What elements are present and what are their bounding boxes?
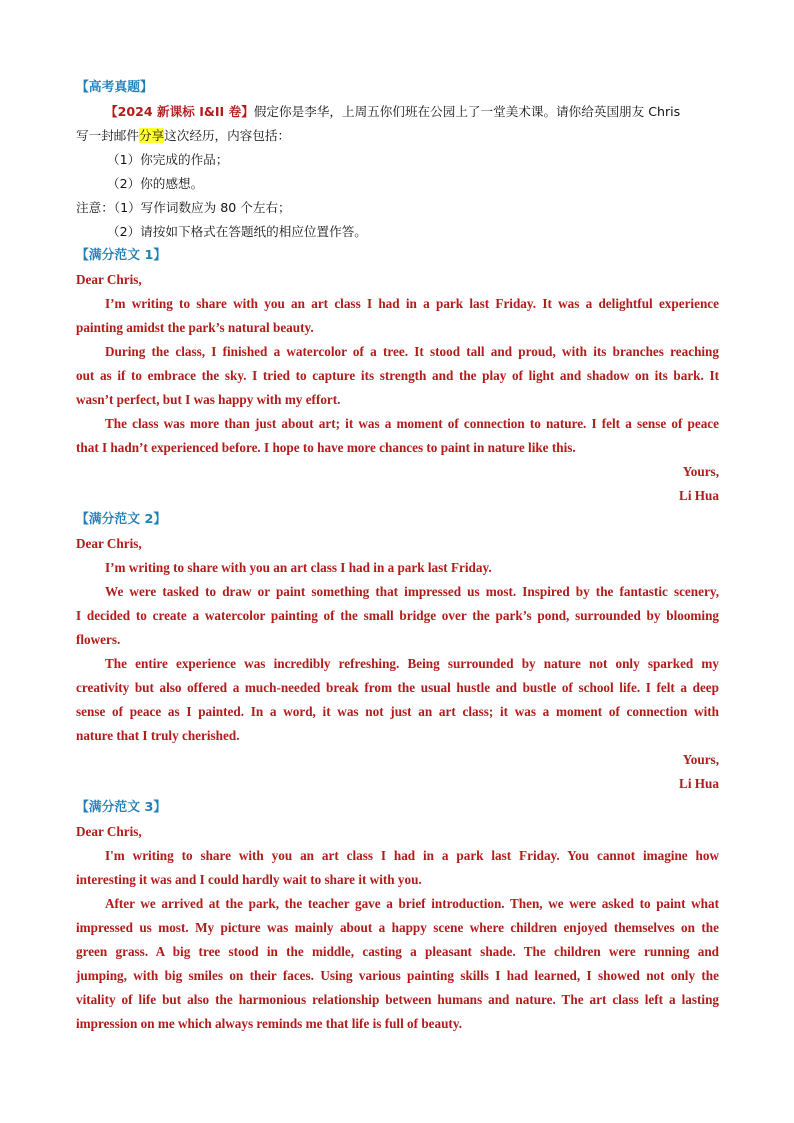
sample-3-p2-line-3: green grass. A big tree stood in the middle, casting a pleasant shade. The children were running and <box>76 944 719 959</box>
sample-2-p2-line-2: I decided to create a watercolor painting of the small bridge over the park’s pond, surrounded by blooming <box>76 608 719 623</box>
sample-1-p1-line-1: I’m writing to share with you an art class I had in a park last Friday. It was a delightful experience <box>105 296 719 311</box>
sample-2-closing: Yours, <box>682 752 719 767</box>
sample-1-p3-line-1: The class was more than just about art; it was a moment of connection to nature. I felt a sense of peace <box>105 416 719 431</box>
document-page <box>76 76 719 1036</box>
prompt-note-1: 注意：（1）写作词数应为 80 个左右； <box>76 200 291 215</box>
section-heading-exam: 【高考真题】 <box>76 80 153 95</box>
sample-2-p3-line-3: sense of peace as I painted. In a word, it was not just an art class; it was a moment of connection with <box>76 704 719 719</box>
section-heading-sample-3: 【满分范文 3】 <box>76 800 167 815</box>
sample-3-p2-line-1: After we arrived at the park, the teacher gave a brief introduction. Then, we were asked to paint what <box>105 896 719 911</box>
sample-2-p3-line-1: The entire experience was incredibly refreshing. Being surrounded by nature not only sparked my <box>105 656 719 671</box>
sample-1-p2-line-1: During the class, I finished a watercolor of a tree. It stood tall and proud, with its branches reaching <box>105 344 719 359</box>
prompt-line-1 <box>76 100 719 124</box>
sample-2-p3-line-4: nature that I truly cherished. <box>76 728 240 743</box>
sample-3-p2-line-5: vitality of life but also the harmonious relationship between humans and nature. The art class left a lasting <box>76 992 719 1007</box>
section-heading-sample-1: 【满分范文 1】 <box>76 248 167 263</box>
sample-2-signature: Li Hua <box>679 776 719 791</box>
sample-1-p3-line-2: that I hadn’t experienced before. I hope to have more chances to paint in nature like this. <box>76 440 576 455</box>
prompt-point-2: （2）你的感想。 <box>107 176 204 191</box>
sample-2-greeting: Dear Chris, <box>76 536 142 551</box>
sample-3-p2-line-2: impressed us most. My picture was mainly about a happy scene where children enjoyed themselves on the <box>76 920 719 935</box>
prompt-tag: 【2024 新课标 I&II 卷】 <box>105 104 254 119</box>
prompt-note-2: （2）请按如下格式在答题纸的相应位置作答。 <box>107 224 367 239</box>
sample-2-p3-line-2: creativity but also offered a much-needed break from the usual hustle and bustle of school life. I felt a deep <box>76 680 719 695</box>
sample-3-p2-line-4: jumping, with big smiles on their faces. Using various painting skills I had learned, I showed not only the <box>76 968 719 983</box>
prompt-text-2a: 写一封邮件 <box>76 128 139 143</box>
prompt-text-2b: 这次经历，内容包括： <box>164 128 291 143</box>
sample-3-p1-line-1: I'm writing to share with you an art class I had in a park last Friday. You cannot imagine how <box>105 848 719 863</box>
sample-3-p1-line-2: interesting it was and I could hardly wait to share it with you. <box>76 872 422 887</box>
sample-1-p2-line-3: wasn’t perfect, but I was happy with my effort. <box>76 392 341 407</box>
prompt-text-1: 假定你是李华，上周五你们班在公园上了一堂美术课。请你给英国朋友 Chris <box>253 104 681 119</box>
sample-1-p2-line-2: out as if to embrace the sky. I tried to capture its strength and the play of light and shadow on its bark. It <box>76 368 719 383</box>
sample-1-greeting: Dear Chris, <box>76 272 142 287</box>
sample-1-p1-line-2: painting amidst the park’s natural beauty. <box>76 320 314 335</box>
sample-2-p2-line-3: flowers. <box>76 632 121 647</box>
section-heading-sample-2: 【满分范文 2】 <box>76 512 167 527</box>
prompt-line-2 <box>76 124 719 148</box>
sample-3-p2-line-6: impression on me which always reminds me that life is full of beauty. <box>76 1016 462 1031</box>
sample-2-p2-line-1: We were tasked to draw or paint something that impressed us most. Inspired by the fantastic scenery, <box>105 584 719 599</box>
sample-3-greeting: Dear Chris, <box>76 824 142 839</box>
highlighted-text: 分享 <box>138 128 165 143</box>
sample-1-signature: Li Hua <box>679 488 719 503</box>
sample-2-p1-line-1: I’m writing to share with you an art class I had in a park last Friday. <box>105 560 492 575</box>
sample-1-closing: Yours, <box>682 464 719 479</box>
prompt-point-1: （1）你完成的作品； <box>107 152 229 167</box>
